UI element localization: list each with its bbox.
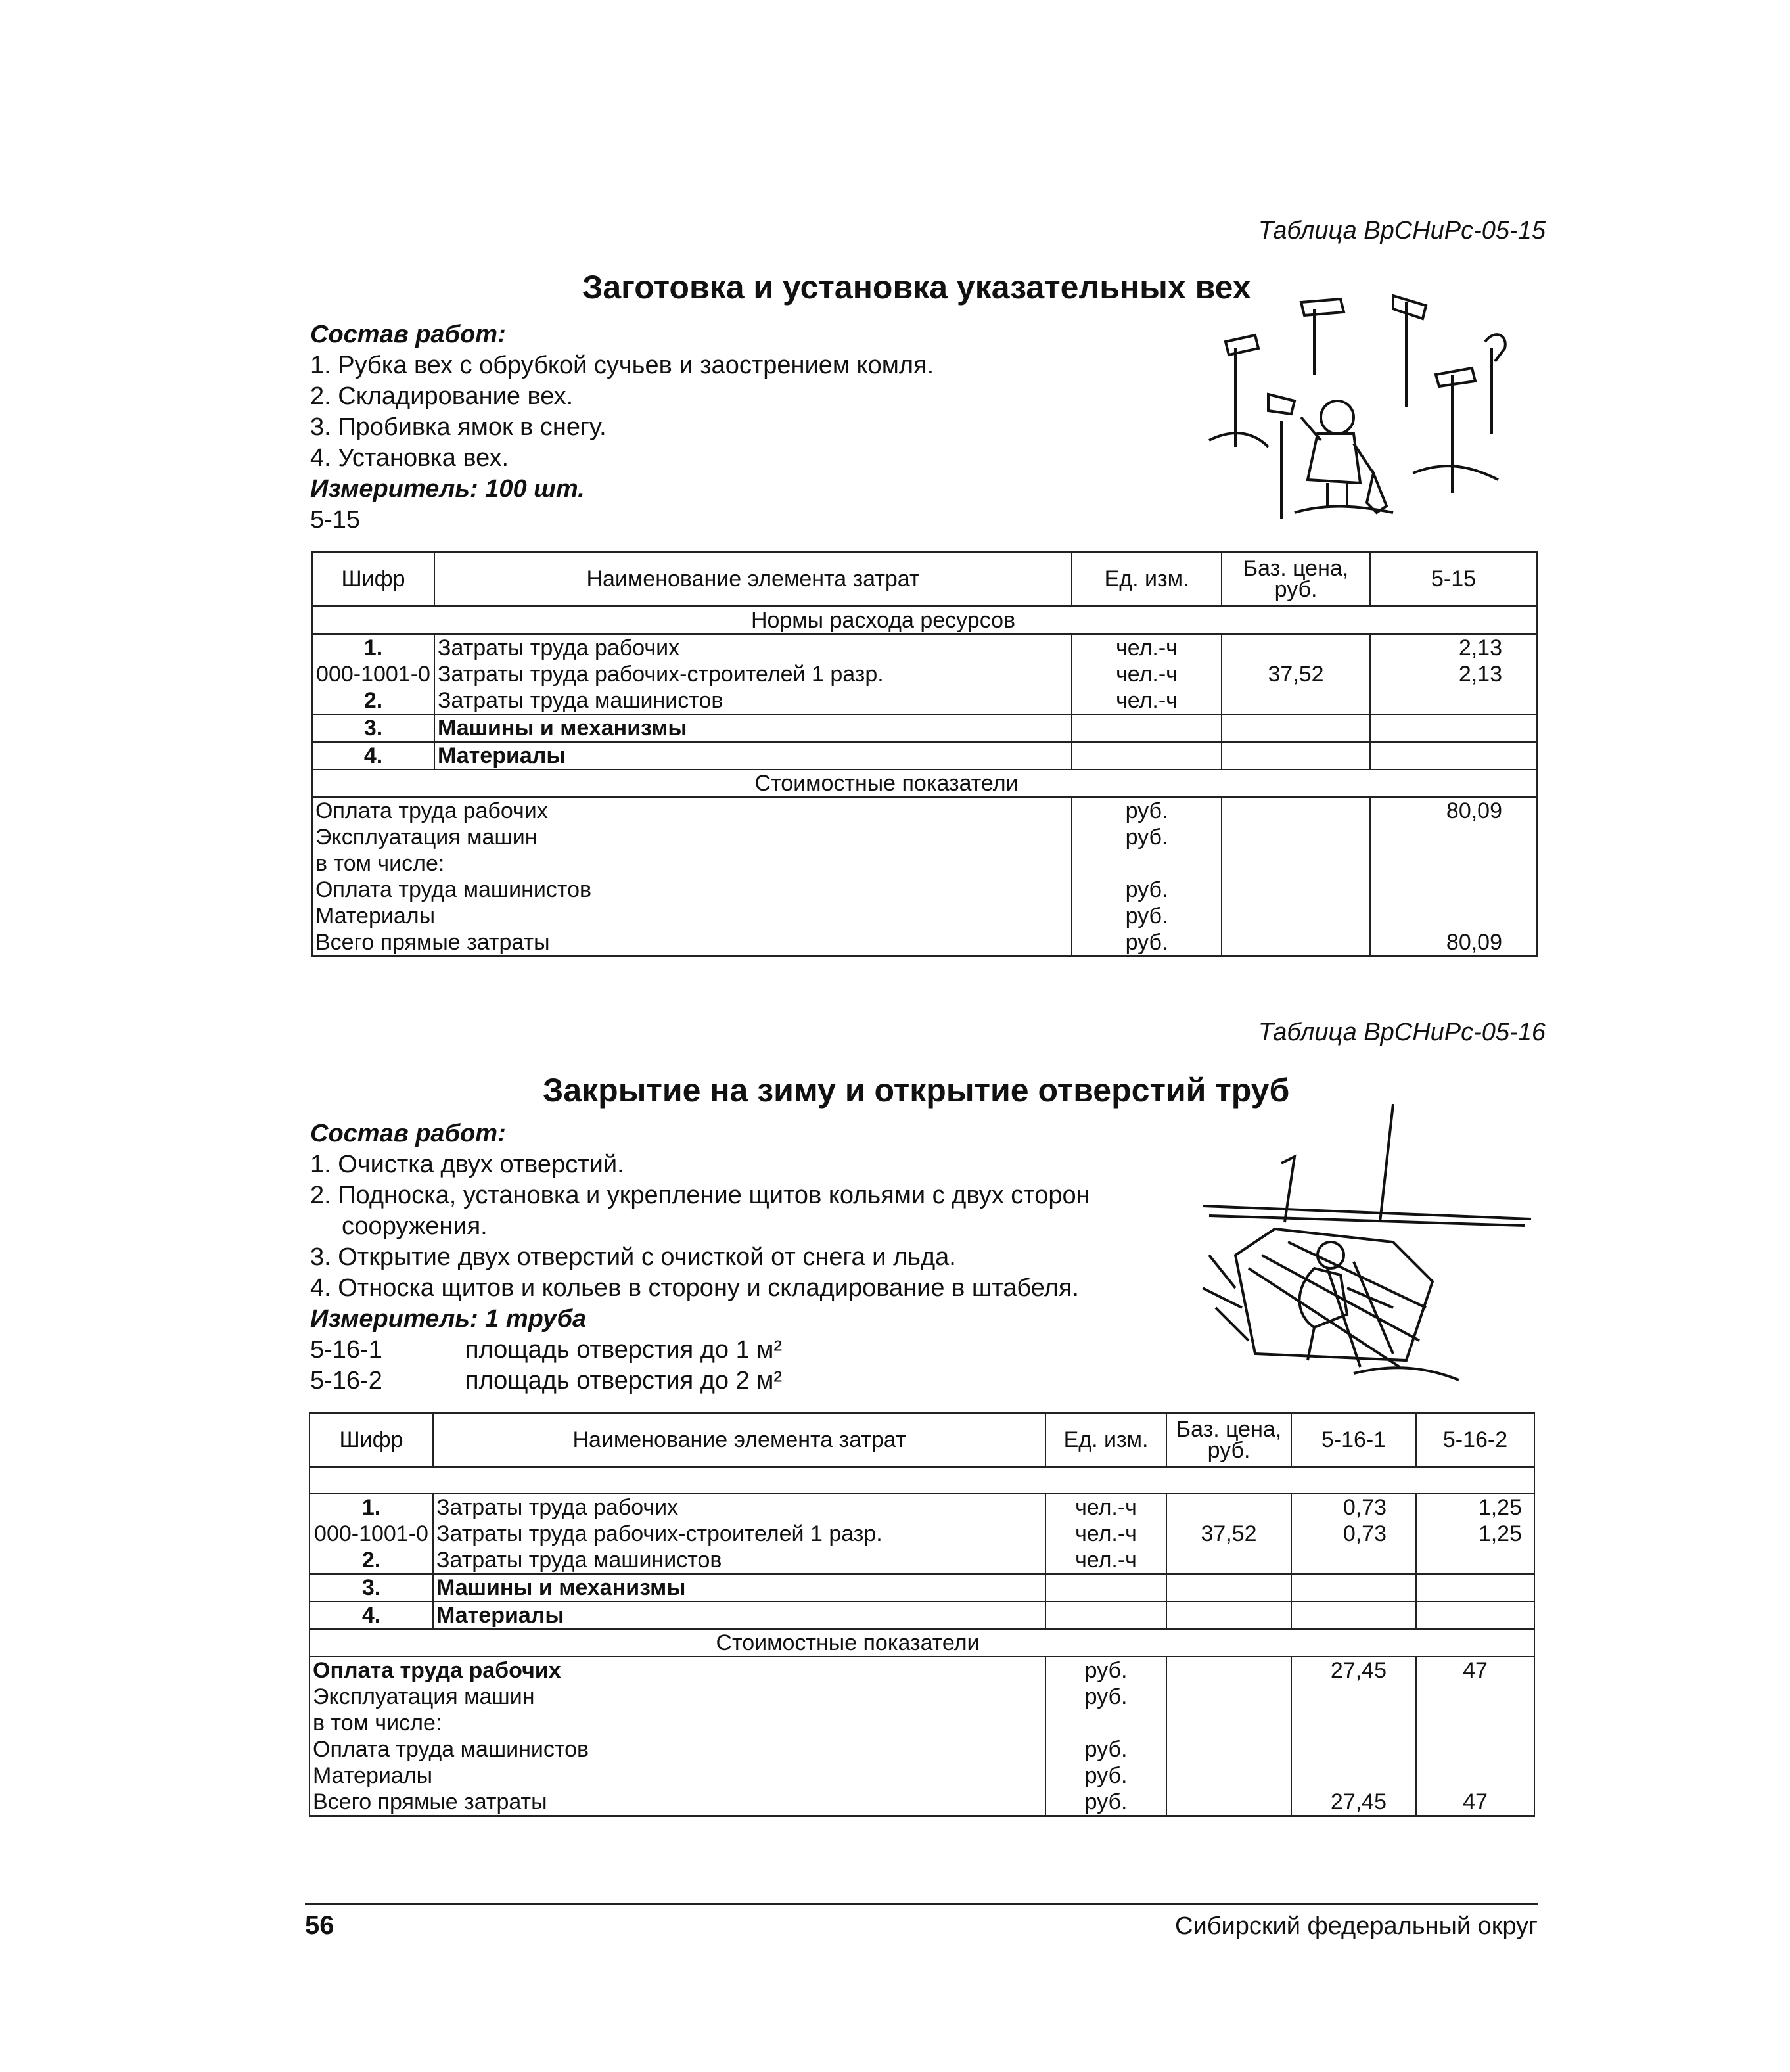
meter: Измеритель: 1 труба: [310, 1305, 587, 1333]
cell-code: 000-1001-0: [310, 1521, 433, 1547]
table-row: [312, 687, 1537, 714]
cell-value: [1291, 1601, 1416, 1629]
cell-unit: руб.: [1072, 877, 1222, 903]
header-cell: Ед. изм.: [1045, 1413, 1166, 1467]
cell-value: 47: [1416, 1657, 1534, 1684]
cell-value: [1416, 1547, 1534, 1574]
cell-unit: [1045, 1601, 1166, 1629]
cell-code: 000-1001-0: [312, 661, 434, 687]
cell-value: [1416, 1601, 1534, 1629]
table-row: [310, 1574, 1534, 1601]
table-row: [310, 1710, 1534, 1736]
cell-name: Затраты труда машинистов: [433, 1547, 1045, 1574]
cell-code: 1.: [312, 634, 434, 661]
header-cell: Баз. цена, руб.: [1222, 552, 1370, 607]
work-composition: [310, 1118, 1230, 1396]
cell-value: 1,25: [1416, 1494, 1534, 1521]
header-row: [310, 1413, 1534, 1467]
table-label: Таблица ВрСНиРс-05-16: [1258, 1019, 1546, 1046]
running-title: Сибирский федеральный округ: [1175, 1912, 1538, 1940]
cell-unit: чел.-ч: [1045, 1547, 1166, 1574]
cell-value: [1291, 1710, 1416, 1736]
table-row: [312, 714, 1537, 742]
cell-value: [1291, 1574, 1416, 1601]
header-cell: Шифр: [310, 1413, 433, 1467]
cell-unit: [1072, 850, 1222, 877]
cell-unit: [1045, 1710, 1166, 1736]
section-norms: [310, 1467, 1534, 1494]
table-row: [312, 850, 1537, 877]
cell-name: Материалы: [434, 742, 1072, 770]
cell-name: Оплата труда рабочих: [310, 1657, 1045, 1684]
composition-item: 1. Рубка вех с обрубкой сучьев и заострением комля.: [310, 352, 934, 379]
cell-name: Затраты труда рабочих: [434, 634, 1072, 661]
table-row: [312, 797, 1537, 824]
cell-value: [1291, 1684, 1416, 1710]
section-row: [312, 770, 1537, 797]
cell-code: 2.: [312, 687, 434, 714]
cell-value: 80,09: [1370, 929, 1537, 957]
cell-value: [1291, 1762, 1416, 1789]
table-row: [312, 742, 1537, 770]
code-row: [310, 1366, 1230, 1396]
cell-unit: руб.: [1072, 824, 1222, 850]
cell-name: Материалы: [312, 903, 1072, 929]
cell-unit: чел.-ч: [1072, 687, 1222, 714]
cell-value: 27,45: [1291, 1789, 1416, 1816]
cell-name: Оплата труда машинистов: [310, 1736, 1045, 1762]
cell-unit: чел.-ч: [1045, 1521, 1166, 1547]
cell-price: [1222, 634, 1370, 661]
cell-value: [1370, 824, 1537, 850]
cell-unit: [1072, 714, 1222, 742]
cell-value: [1416, 1762, 1534, 1789]
cell-name: Затраты труда машинистов: [434, 687, 1072, 714]
cell-unit: чел.-ч: [1045, 1494, 1166, 1521]
header-cell: 5-16-1: [1291, 1413, 1416, 1467]
table-row: [310, 1601, 1534, 1629]
section-title: Заготовка и установка указательных вех: [582, 269, 1251, 306]
header-row: [312, 552, 1537, 607]
cell-name: Всего прямые затраты: [312, 929, 1072, 957]
cell-code: 1.: [310, 1494, 433, 1521]
header-cell: Шифр: [312, 552, 434, 607]
code: 5-16-2: [310, 1367, 382, 1394]
cell-price: [1222, 687, 1370, 714]
composition-heading: Состав работ:: [310, 321, 506, 348]
composition-item: 3. Открытие двух отверстий с очисткой от снега и льда.: [310, 1243, 956, 1271]
composition-heading: Состав работ:: [310, 1120, 506, 1147]
cell-unit: [1072, 742, 1222, 770]
code: 5-15: [310, 506, 361, 534]
section-norms: Нормы расхода ресурсов: [312, 607, 1537, 635]
work-composition: [310, 319, 1164, 536]
cell-name: Эксплуатация машин: [312, 824, 1072, 850]
table-row: [310, 1736, 1534, 1762]
signposts-illustration-icon: [1196, 276, 1538, 526]
table-row: [310, 1494, 1534, 1521]
cell-unit: руб.: [1045, 1789, 1166, 1816]
cost-table-1: [311, 551, 1538, 957]
section-row: [312, 607, 1537, 635]
cell-value: 0,73: [1291, 1494, 1416, 1521]
cell-name: Затраты труда рабочих: [433, 1494, 1045, 1521]
code: 5-16-1: [310, 1336, 382, 1364]
cell-unit: руб.: [1072, 929, 1222, 957]
header-cell: Баз. цена, руб.: [1166, 1413, 1291, 1467]
cell-value: 2,13: [1370, 634, 1537, 661]
cell-name: Оплата труда машинистов: [312, 877, 1072, 903]
cell-name: Всего прямые затраты: [310, 1789, 1045, 1816]
code-row: [310, 505, 1164, 536]
composition-item: 1. Очистка двух отверстий.: [310, 1151, 624, 1178]
cost-table-2: [309, 1412, 1535, 1817]
cell-price: 37,52: [1222, 661, 1370, 687]
header-cell: Наименование элемента затрат: [434, 552, 1072, 607]
table-row: [312, 661, 1537, 687]
cell-price: [1166, 1601, 1291, 1629]
cell-value: [1416, 1710, 1534, 1736]
cell-code: 4.: [310, 1601, 433, 1629]
cell-name: в том числе:: [312, 850, 1072, 877]
cell-unit: чел.-ч: [1072, 661, 1222, 687]
footer-divider: [305, 1903, 1538, 1905]
cell-code: 3.: [310, 1574, 433, 1601]
cell-name: Машины и механизмы: [433, 1574, 1045, 1601]
cell-value: 0,73: [1291, 1521, 1416, 1547]
cell-name: Оплата труда рабочих: [312, 797, 1072, 824]
cell-code: 2.: [310, 1547, 433, 1574]
cell-name: Машины и механизмы: [434, 714, 1072, 742]
table-row: [310, 1657, 1534, 1684]
header-cell: 5-16-2: [1416, 1413, 1534, 1467]
cell-value: 1,25: [1416, 1521, 1534, 1547]
cell-value: 27,45: [1291, 1657, 1416, 1684]
cell-value: [1416, 1574, 1534, 1601]
table-row: [312, 929, 1537, 957]
cell-unit: чел.-ч: [1072, 634, 1222, 661]
cell-value: [1416, 1684, 1534, 1710]
cell-name: Затраты труда рабочих-строителей 1 разр.: [434, 661, 1072, 687]
page-number: 56: [305, 1911, 334, 1940]
cell-value: [1370, 850, 1537, 877]
cell-value: [1370, 742, 1537, 770]
cell-price: [1222, 742, 1370, 770]
composition-item: 4. Установка вех.: [310, 444, 509, 472]
table-row: [312, 877, 1537, 903]
cell-unit: руб.: [1045, 1657, 1166, 1684]
code-desc: площадь отверстия до 1 м²: [465, 1336, 783, 1364]
cell-value: 80,09: [1370, 797, 1537, 824]
header-cell: 5-15: [1370, 552, 1537, 607]
table-row: [310, 1547, 1534, 1574]
header-cell: Ед. изм.: [1072, 552, 1222, 607]
cell-value: 2,13: [1370, 661, 1537, 687]
cell-unit: руб.: [1045, 1684, 1166, 1710]
cell-value: [1370, 877, 1537, 903]
cell-value: [1370, 714, 1537, 742]
cell-price: 37,52: [1166, 1521, 1291, 1547]
cell-name: в том числе:: [310, 1710, 1045, 1736]
cell-value: [1416, 1736, 1534, 1762]
cell-price: [1166, 1494, 1291, 1521]
table-row: [310, 1789, 1534, 1816]
table-row: [312, 634, 1537, 661]
composition-item: 3. Пробивка ямок в снегу.: [310, 413, 607, 441]
cell-unit: руб.: [1045, 1762, 1166, 1789]
table-label: Таблица ВрСНиРс-05-15: [1258, 217, 1546, 244]
section-row: [310, 1467, 1534, 1494]
cell-value: [1291, 1547, 1416, 1574]
composition-item: 2. Складирование вех.: [310, 382, 574, 410]
table-row: [312, 903, 1537, 929]
cell-unit: руб.: [1072, 797, 1222, 824]
cell-code: 4.: [312, 742, 434, 770]
composition-item: сооружения.: [342, 1212, 488, 1240]
section-title: Закрытие на зиму и открытие отверстий труб: [543, 1072, 1290, 1109]
pipe-closing-illustration-icon: [1196, 1091, 1538, 1400]
composition-item: 2. Подноска, установка и укрепление щитов кольями с двух сторон: [310, 1182, 1090, 1209]
table-row: [310, 1684, 1534, 1710]
cell-name: Материалы: [310, 1762, 1045, 1789]
cell-price: [1166, 1547, 1291, 1574]
section-costs: Стоимостные показатели: [310, 1629, 1534, 1657]
cell-unit: руб.: [1072, 903, 1222, 929]
cell-unit: [1045, 1574, 1166, 1601]
cell-value: [1291, 1736, 1416, 1762]
cell-value: [1370, 903, 1537, 929]
table-row: [310, 1762, 1534, 1789]
code-row: [310, 1335, 1230, 1366]
cell-unit: руб.: [1045, 1736, 1166, 1762]
composition-item: 4. Относка щитов и кольев в сторону и складирование в штабеля.: [310, 1274, 1079, 1302]
cell-value: 47: [1416, 1789, 1534, 1816]
cell-price: [1166, 1574, 1291, 1601]
cell-code: 3.: [312, 714, 434, 742]
header-cell: Наименование элемента затрат: [433, 1413, 1045, 1467]
table-row: [312, 824, 1537, 850]
code-desc: площадь отверстия до 2 м²: [465, 1367, 783, 1394]
section-costs: Стоимостные показатели: [312, 770, 1537, 797]
meter: Измеритель: 100 шт.: [310, 475, 585, 503]
table-row: [310, 1521, 1534, 1547]
cell-name: Затраты труда рабочих-строителей 1 разр.: [433, 1521, 1045, 1547]
cell-price: [1222, 714, 1370, 742]
cell-value: [1370, 687, 1537, 714]
section-row: [310, 1629, 1534, 1657]
cell-name: Материалы: [433, 1601, 1045, 1629]
cell-name: Эксплуатация машин: [310, 1684, 1045, 1710]
